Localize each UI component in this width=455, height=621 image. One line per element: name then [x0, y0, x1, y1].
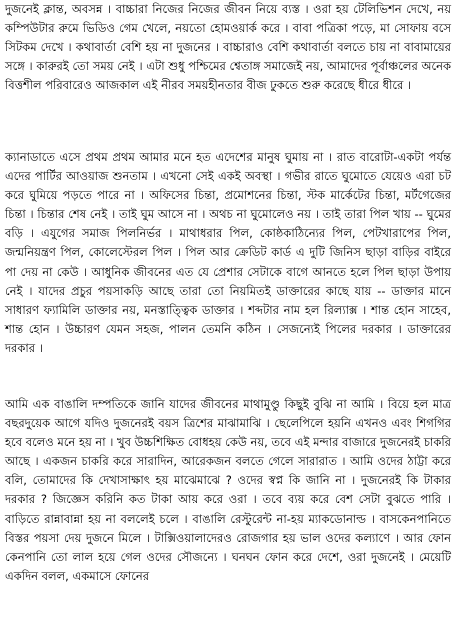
paragraph-2: ক্যানাডাতে এসে প্রথম প্রথম আমার মনে হত এদেশের মানুষ ঘুমায় না । রাত বারোটা-একটা পর্যন্ত এদের পার্টির আওয়াজ শুনতাম । এখনো সেই একই অবস্থা । গভীর রাতে ঘুমোতে যেয়েও এরা চট করে ঘুমিয়ে পড়তে পারে না । অফিসের চিন্তা, প্রমোশনের চিন্তা, স্টক মার্কেটের চিন্তা, মর্টগেজের চিন্তা । চিন্তার শেষ নেই । তাই ঘুম আসে না । অথচ না ঘুমোলেও নয় । তাই তারা পিল খায় -- ঘুমের বড়ি । এযুগের সমাজ পিলনির্ভর । মাথাধরার পিল, কোষ্ঠকাঠিন্যের পিল, পেটখারাপের পিল, জন্মনিয়ন্ত্রণ পিল, কোলেস্টেরল পিল । পিল আর ক্রেডিট কার্ড এ দুটি জিনিস ছাড়া বাড়ির বাইরে পা দেয় না কেউ । আধুনিক জীবনের এত যে প্রেশার সেটাকে বাগে আনতে হলে পিল ছাড়া উপায় নেই । যাদের প্রচুর পয়সাকড়ি আছে তারা তো নিয়মিতই ডাক্তারের কাছে যায় -- ডাক্তার মানে সাধারণ ফ্যামিলি ডাক্তার নয়, মনস্তাত্ত্বিক ডাক্তার । শব্দটার নাম হল রিল্যাক্স । শান্ত হোন সাহেব, শান্ত হোন । উচ্চারণ যেমন সহজ, পালন তেমনি কঠিন । সেজন্যেই পিলের দরকার । ডাক্তারের দরকার । — [5, 150, 451, 355]
paragraph-3: আমি এক বাঙালি দম্পতিকে জানি যাদের জীবনের মাথামুণ্ডু কিছুই বুঝি না আমি । বিয়ে হল মাত্র বছরদুয়েক আগে যদিও দুজনেরই বয়স ত্রিশের মাঝামাঝি । ছেলেপিলে হয়নি এখনও এবং শিগগির হবে বলেও মনে হয় না । খুব উচ্চশিক্ষিত বোধহয় কেউ নয়, তবে এই মন্দার বাজারে দুজনেরই চাকরি আছে । একজন চাকরি করে সারাদিন, আরেকজন বলতে গেলে সারারাত । আমি ওদের ঠাট্টা করে বলি, তোমাদের কি দেখাসাক্ষাৎ হয় মাঝেমাঝে ? ওদের স্বপ্ন কি জানি না । দুজনেরই কি টাকার দরকার ? জিজ্ঞেস করিনি কত টাকা আয় করে ওরা । তবে ব্যয় করে বেশ সেটা বুঝতে পারি । বাড়িতে রান্নাবান্না হয় না বললেই চলে । বাঙালি রেস্টুরেন্ট না-হয় ম্যাকডোনাল্ড । বাসকেনপানিতে বিস্তর পয়সা দেয় দুজনে মিলে । টাক্সিওয়ালাদেরও রোজগার হয় ভাল ওদের কল্যাণে । আর ফোন কেনপানি তো লাল হয়ে গেল ওদের সৌজন্যে । ঘনঘন ফোন করে দেশে, ওরা দুজনেই । মেয়েটি একদিন বলল, একমাসে ফোনের — [5, 397, 451, 583]
paragraph-1: দুজনেই ক্লান্ত, অবসন্ন । বাচ্চারা নিজের নিজের জীবন নিয়ে ব্যস্ত । ওরা হয় টেলিভিশন দেখে, নয় কম্পিউটার রুমে ভিডিও গেম খেলে, নয়তো হোমওয়ার্ক করে । বাবা পত্রিকা পড়ে, মা সোফায় বসে সিটকম দেখে । কথাবার্তা বেশি হয় না দুজনের । বাচ্চারাও বেশি কথাবার্তা বলতে চায় না বাবামায়ের সঙ্গে । কারুরই তো সময় নেই । এটা শুধু পশ্চিমের শ্বেতাঙ্গ সমাজেই নয়, আমাদের পূর্বাঞ্চলের অনেক বিত্তশীল পরিবারেও আজকাল এই নীরব সময়হীনতার বীজ ঢুকতে শুরু করেছে ধীরে ধীরে । — [5, 2, 451, 93]
